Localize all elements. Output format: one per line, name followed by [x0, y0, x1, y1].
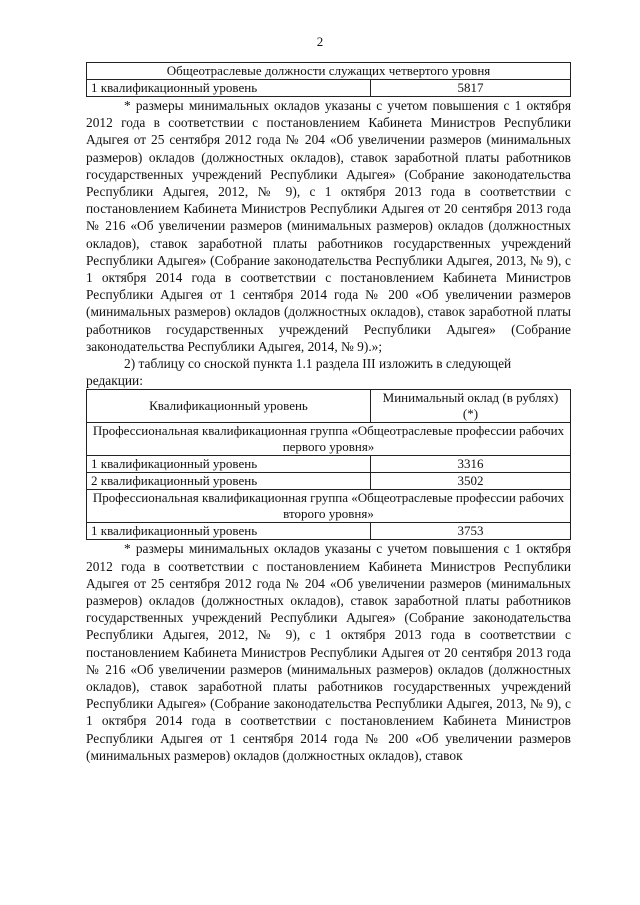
amendment-item-2-continuation: редакции: [86, 373, 143, 389]
table-group-row [87, 63, 571, 80]
group-title-cell: Общеотраслевые должности служащих четвертого уровня [87, 63, 571, 80]
salary-cell: 3753 [371, 523, 571, 540]
salary-cell: 3502 [371, 473, 571, 490]
table-group-row [87, 423, 571, 456]
table-servants-level4 [86, 62, 571, 97]
table-row [87, 523, 571, 540]
group-title-cell: Профессиональная квалификационная группа «Общеотраслевые профессии рабочих первого уровня» [87, 423, 571, 456]
header-level-cell: Квалификационный уровень [87, 390, 371, 423]
level-cell: 1 квалификационный уровень [87, 456, 371, 473]
header-salary-cell: Минимальный оклад (в рублях) (*) [371, 390, 571, 423]
group-title-cell: Профессиональная квалификационная группа «Общеотраслевые профессии рабочих второго уровня» [87, 490, 571, 523]
salary-cell: 3316 [371, 456, 571, 473]
level-cell: 1 квалификационный уровень [87, 80, 371, 97]
table-row [87, 473, 571, 490]
table-group-row [87, 490, 571, 523]
level-cell: 1 квалификационный уровень [87, 523, 371, 540]
table-workers-professions [86, 389, 571, 540]
table-header-row [87, 390, 571, 423]
level-cell: 2 квалификационный уровень [87, 473, 371, 490]
footnote-paragraph: * размеры минимальных окладов указаны с учетом повышения с 1 октября 2012 года в соответствии с постановлением Кабинета Министров Республики Адыгея от 25 сентября 2012 года № 204 «Об увеличении размеров (минимальных размеров) окладов (должностных окладов), ставок заработной платы работников государственных учреждений Республики Адыгея» (Собрание законодательства Республики Адыгея, 2012, № 9), с 1 октября 2013 года в соответствии с постановлением Кабинета Министров Республики Адыгея от 20 сентября 2013 года № 216 «Об увеличении размеров (минимальных размеров) окладов (должностных окладов), ставок заработной платы работников государственных учреждений Республики Адыгея» (Собрание законодательства Республики Адыгея, 2013, № 9), с 1 октября 2014 года в соответствии с постановлением Кабинета Министров Республики Адыгея от 1 сентября 2014 года № 200 «Об увеличении размеров (минимальных размеров) окладов (должностных окладов), ставок [86, 541, 571, 763]
document-body [86, 62, 571, 764]
table-row [87, 456, 571, 473]
footnote-paragraph: * размеры минимальных окладов указаны с учетом повышения с 1 октября 2012 года в соответствии с постановлением Кабинета Министров Республики Адыгея от 25 сентября 2012 года № 204 «Об увеличении размеров (минимальных размеров) окладов (должностных окладов), ставок заработной платы работников государственных учреждений Республики Адыгея» (Собрание законодательства Республики Адыгея, 2012, № 9), с 1 октября 2013 года в соответствии с постановлением Кабинета Министров Республики Адыгея от 20 сентября 2013 года № 216 «Об увеличении размеров (минимальных размеров) окладов (должностных окладов), ставок заработной платы работников государственных учреждений Республики Адыгея» (Собрание законодательства Республики Адыгея, 2013, № 9), с 1 октября 2014 года в соответствии с постановлением Кабинета Министров Республики Адыгея от 1 сентября 2014 года № 200 «Об увеличении размеров (минимальных размеров) окладов (должностных окладов), ставок заработной платы работников государственных учреждений Республики Адыгея» (Собрание законодательства Республики Адыгея, 2014, № 9).»; [86, 98, 571, 354]
page-number: 2 [316, 34, 324, 49]
amendment-item-2 [86, 355, 571, 372]
amendment-item-2-line1: 2) таблицу со сноской пункта 1.1 раздела III изложить в следующей [124, 356, 512, 372]
salary-cell: 5817 [371, 80, 571, 97]
table-row [87, 80, 571, 97]
